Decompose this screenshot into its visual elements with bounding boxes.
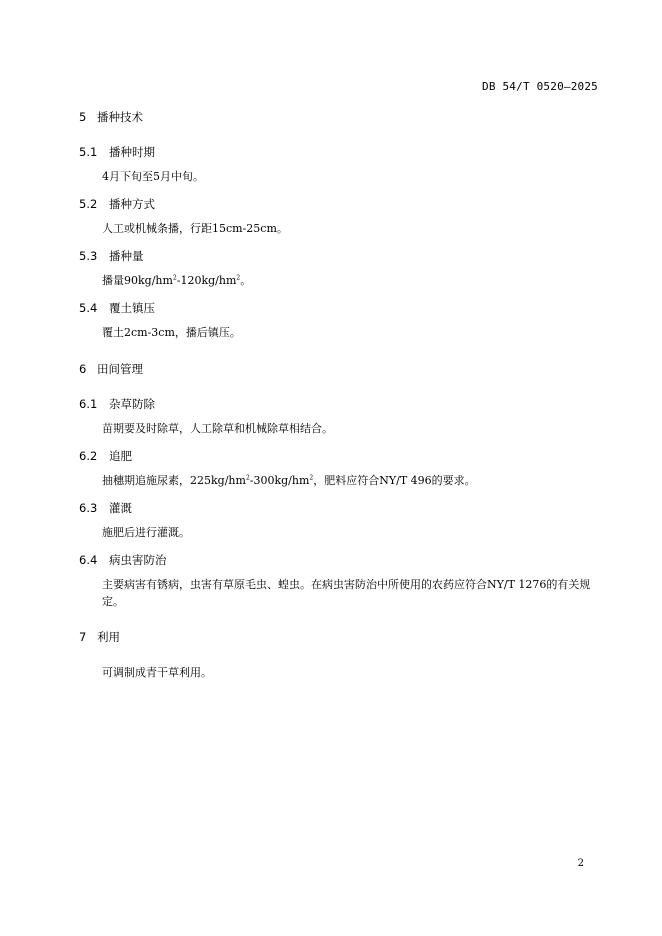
body-text: -120kg/hm [176, 274, 237, 287]
section-body-5-2: 人工或机械条播，行距15cm-25cm。 [102, 222, 288, 235]
page-number: 2 [577, 858, 584, 869]
section-title: 播种技术 [97, 110, 143, 124]
section-body-6-4: 主要病害有锈病，虫害有草原毛虫、蝗虫。在病虫害防治中所使用的农药应符合NY/T 1276的有关规定。 [102, 578, 591, 608]
section-number: 5 [79, 110, 87, 124]
section-heading-7 [79, 629, 120, 645]
body-text: -300kg/hm [249, 474, 310, 487]
section-title: 利用 [97, 630, 120, 644]
superscript: 2 [172, 274, 177, 282]
superscript: 2 [236, 274, 241, 282]
superscript: 2 [245, 474, 250, 482]
body-text: ，肥料应符合NY/T 496的要求。 [313, 474, 476, 487]
section-number: 5.1 [79, 145, 98, 159]
section-title: 追肥 [109, 449, 132, 463]
section-heading-6-4 [79, 552, 167, 568]
superscript: 2 [309, 474, 314, 482]
section-heading-5-2 [79, 196, 155, 212]
body-text: 抽穗期追施尿素，225kg/hm [102, 474, 246, 487]
section-body-5-4: 覆土2cm-3cm，播后镇压。 [102, 326, 241, 339]
section-body-6-1: 苗期要及时除草，人工除草和机械除草相结合。 [102, 422, 333, 435]
section-heading-5-4 [79, 300, 155, 316]
section-title: 杂草防除 [109, 397, 155, 411]
section-heading-5-3 [79, 248, 144, 264]
section-title: 田间管理 [97, 362, 143, 376]
section-body-5-3 [102, 272, 600, 289]
body-text: 播量90kg/hm [102, 274, 173, 287]
section-heading-6 [79, 361, 143, 377]
section-number: 6.4 [79, 553, 98, 567]
section-body-6-2 [102, 472, 600, 489]
section-number: 5.2 [79, 197, 98, 211]
section-heading-6-2 [79, 448, 132, 464]
section-heading-6-1 [79, 396, 155, 412]
section-title: 灌溉 [109, 501, 132, 515]
section-number: 6.2 [79, 449, 98, 463]
section-body-6-3: 施肥后进行灌溉。 [102, 526, 190, 539]
section-title: 播种时期 [109, 145, 155, 159]
section-heading-5 [79, 109, 143, 125]
section-number: 6.3 [79, 501, 98, 515]
section-title: 病虫害防治 [109, 553, 167, 567]
section-number: 6 [79, 362, 87, 376]
standard-code: DB 54/T 0520—2025 [482, 80, 598, 93]
section-title: 播种量 [109, 249, 144, 263]
section-heading-5-1 [79, 144, 155, 160]
section-number: 5.4 [79, 301, 98, 315]
section-number: 5.3 [79, 249, 98, 263]
section-heading-6-3 [79, 500, 132, 516]
section-number: 6.1 [79, 397, 98, 411]
body-text: 。 [240, 274, 252, 287]
section-title: 播种方式 [109, 197, 155, 211]
section-body-5-1: 4月下旬至5月中旬。 [102, 170, 204, 183]
section-title: 覆土镇压 [109, 301, 155, 315]
section-body-7: 可调制成青干草利用。 [102, 666, 212, 679]
section-number: 7 [79, 630, 87, 644]
